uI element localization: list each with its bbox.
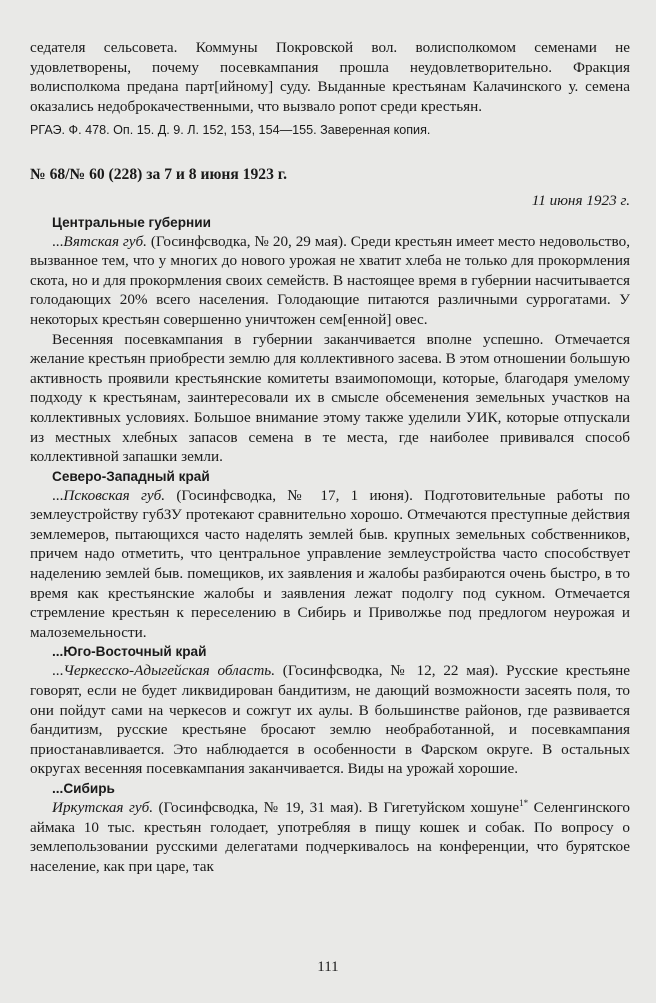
- paragraph-text: (Госинфсводка, № 12, 22 мая). Русские крестьяне говорят, если не будет ликвидирован бандитизм, не дающий возможности засеять поля, то они пойдут сами на черкесов и сожгут их аулы. В большинстве районов, где развивается бандитизм, русские крестьяне бросают землю необработанной, и посевкампания приостанавливается. Это наблюдается в особенности в Фарском округе. В остальных округах весенняя посевкампания заканчивается. Виды на урожай хорошие.: [30, 662, 630, 778]
- document-date: 11 июня 1923 г.: [531, 191, 630, 209]
- region-heading-southeast: ...Юго-Восточный край: [52, 644, 207, 660]
- paragraph-cherkess: [30, 661, 630, 779]
- ellipsis: ...: [52, 486, 64, 504]
- ellipsis: ...: [52, 662, 64, 680]
- paragraph-text: (Госинфсводка, № 17, 1 июня). Подготовительные работы по землеустройству губЗУ протекают сравнительно хорошо. Отмечаются преступные действия землемеров, пытающихся часто наделять землей быв. крупных земельных собственников, причем надо отметить, что центральное управление землеустройства часто способствует наделению землей быв. помещиков, их заявления и жалобы разбираются очень быстро, в то время как крестьянские жалобы и заявления лежат подолгу под сукном. Отмечается стремление крестьян к переселению в Сибирь и Приволжье под предлогом неурожая и малоземельности.: [30, 486, 630, 641]
- place-name: Иркутская губ.: [52, 799, 154, 816]
- archive-source: РГАЭ. Ф. 478. Оп. 15. Д. 9. Л. 152, 153, 154—155. Заверенная копия.: [30, 123, 431, 138]
- footnote-marker: 1*: [519, 797, 529, 808]
- ellipsis: ...: [52, 232, 64, 250]
- paragraph-text: Селенгинского аймака 10 тыс. крестьян голодает, употребляя в пищу кошек и собак. По вопросу о землепользовании русскими делегатами подчеркивалось на конференции, что бурятское население, как при царе, так: [30, 799, 630, 875]
- place-name: Вятская губ.: [63, 232, 147, 250]
- page-number: 111: [317, 959, 339, 975]
- place-name: Псковская губ.: [63, 486, 166, 504]
- region-heading-central: Центральные губернии: [52, 214, 211, 230]
- intro-paragraph: седателя сельсовета. Коммуны Покровской вол. волисполкомом семенами не удовлетворены, почему посевкампания прошла неудовлетворительно. Фракция волисполкома предана парт[ийному] суду. Выданные крестьянам Калачинского у. семена оказались недоброкачественными, что вызвало ропот среди крестьян.: [30, 39, 630, 115]
- document-title: № 68/№ 60 (228) за 7 и 8 июня 1923 г.: [30, 166, 287, 184]
- region-heading-siberia: ...Сибирь: [52, 781, 115, 796]
- paragraph-pskov: [30, 486, 630, 643]
- paragraph-vyatka-sowing: Весенняя посевкампания в губернии заканчивается вполне успешно. Отмечается желание крестьян приобрести землю для коллективного засева. В этом отношении большую активность проявили крестьянские комитеты взаимопомощи, которые, благодаря умелому подходу к крестьянам, заинтересовали их в смысле обсеменения земельных участков на коллективных условиях. Большое внимание этому также уделили УИК, которые отпускали из местных хлебных запасов семена в те места, где наиболее прививался способ коллективной запашки земли.: [30, 330, 630, 466]
- place-name: Черкесско-Адыгейская область.: [63, 662, 276, 680]
- paragraph-text: (Госинфсводка, № 20, 29 мая). Среди крестьян имеет место недовольство, вызванное тем, что у многих до нового урожая не хватит хлеба не только для прокормления скота, но и для прокормления своих семейств. В настоящее время в губернии насчитывается голодающих 20% всего населения. Голодающие питаются различными суррогатами. У некоторых крестьян совершенно уничтожен сем[енной] овес.: [30, 232, 631, 328]
- paragraph-irkutsk: [30, 798, 630, 876]
- paragraph-vyatka: [30, 232, 630, 330]
- region-heading-northwest: Северо-Западный край: [52, 468, 210, 484]
- paragraph-text: (Госинфсводка, № 19, 31 мая). В Гигетуйском хошуне: [153, 799, 520, 816]
